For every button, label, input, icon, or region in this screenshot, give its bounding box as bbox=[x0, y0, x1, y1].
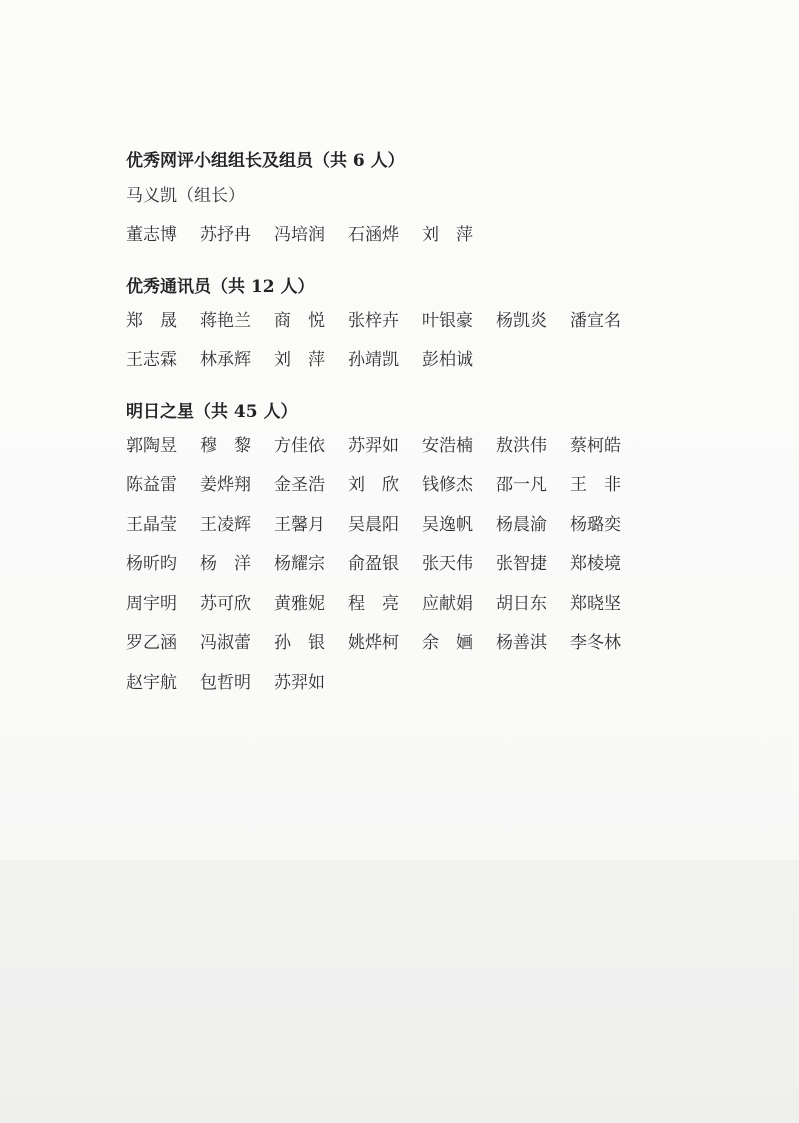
person-name: 俞盈银 bbox=[348, 554, 399, 574]
person-name: 潘宣名 bbox=[570, 310, 621, 331]
person-name: 刘 萍 bbox=[422, 225, 473, 245]
person-name: 敖洪伟 bbox=[496, 435, 547, 456]
person-name: 包哲明 bbox=[200, 672, 251, 693]
person-name: 冯培润 bbox=[274, 225, 325, 245]
person-name: 刘 欣 bbox=[348, 475, 399, 495]
person-name: 苏可欣 bbox=[200, 593, 251, 614]
person-name: 吴逸帆 bbox=[422, 514, 473, 535]
person-name: 金圣浩 bbox=[274, 475, 325, 495]
person-name: 钱修杰 bbox=[422, 475, 473, 495]
name-list bbox=[126, 427, 646, 704]
person-name: 石涵烨 bbox=[348, 225, 399, 245]
person-name: 杨晨渝 bbox=[496, 514, 547, 535]
section-title: 明日之星（共 45 人） bbox=[126, 401, 298, 422]
person-name: 余 婳 bbox=[422, 633, 473, 653]
person-name: 姚烨柯 bbox=[348, 633, 399, 653]
person-name: 彭柏诚 bbox=[422, 350, 473, 370]
person-name: 冯淑蕾 bbox=[200, 633, 251, 653]
award-list bbox=[126, 146, 686, 703]
person-name: 王晶莹 bbox=[126, 514, 177, 535]
person-name: 郑晓坚 bbox=[570, 593, 621, 614]
person-name: 孙 银 bbox=[274, 633, 325, 653]
section-title: 优秀网评小组组长及组员（共 6 人） bbox=[126, 151, 405, 171]
person-name: 杨 洋 bbox=[200, 554, 251, 574]
person-name: 郑 晟 bbox=[126, 310, 177, 331]
person-name: 杨耀宗 bbox=[274, 554, 325, 574]
person-name: 罗乙涵 bbox=[126, 633, 177, 653]
person-name: 王馨月 bbox=[274, 514, 325, 535]
name-list bbox=[126, 302, 646, 381]
section-title: 优秀通讯员（共 12 人） bbox=[126, 276, 315, 297]
person-name: 胡日东 bbox=[496, 593, 547, 614]
person-name: 郭陶昱 bbox=[126, 435, 177, 456]
person-name: 王凌辉 bbox=[200, 514, 251, 535]
person-name: 王 非 bbox=[570, 475, 621, 495]
person-name: 叶银豪 bbox=[422, 310, 473, 331]
person-name: 吴晨阳 bbox=[348, 514, 399, 535]
person-name: 林承辉 bbox=[200, 350, 251, 370]
person-name: 陈益雷 bbox=[126, 475, 177, 495]
person-name: 邵一凡 bbox=[496, 475, 547, 495]
person-name: 苏羿如 bbox=[348, 435, 399, 456]
person-name: 赵宇航 bbox=[126, 672, 177, 693]
person-name: 蔡柯皓 bbox=[570, 435, 621, 456]
person-name: 蒋艳兰 bbox=[200, 310, 251, 331]
person-name: 张梓卉 bbox=[348, 310, 399, 331]
section-online-review-team bbox=[126, 146, 686, 256]
person-name: 程 亮 bbox=[348, 593, 399, 614]
person-name: 穆 黎 bbox=[200, 435, 251, 456]
section-stars-of-tomorrow bbox=[126, 397, 686, 704]
team-leader: 马义凯（组长） bbox=[126, 186, 245, 206]
person-name: 商 悦 bbox=[274, 310, 325, 331]
person-name: 郑棱境 bbox=[570, 554, 621, 574]
person-name: 苏抒冉 bbox=[200, 225, 251, 245]
person-name: 方佳依 bbox=[274, 435, 325, 456]
person-name: 李冬林 bbox=[570, 633, 621, 653]
person-name: 苏羿如 bbox=[274, 672, 325, 693]
person-name: 董志博 bbox=[126, 225, 177, 245]
person-name: 应献娟 bbox=[422, 593, 473, 614]
person-name: 杨昕昀 bbox=[126, 554, 177, 574]
person-name: 黄雅妮 bbox=[274, 593, 325, 614]
person-name: 姜烨翔 bbox=[200, 475, 251, 495]
person-name: 周宇明 bbox=[126, 593, 177, 614]
person-name: 杨璐奕 bbox=[570, 514, 621, 535]
person-name: 安浩楠 bbox=[422, 435, 473, 456]
person-name: 杨善淇 bbox=[496, 633, 547, 653]
person-name: 王志霖 bbox=[126, 350, 177, 370]
person-name: 杨凯炎 bbox=[496, 310, 547, 331]
person-name: 张智捷 bbox=[496, 554, 547, 574]
scan-shadow bbox=[0, 860, 799, 1123]
person-name: 张天伟 bbox=[422, 554, 473, 574]
person-name: 刘 萍 bbox=[274, 350, 325, 370]
person-name: 孙靖凯 bbox=[348, 350, 399, 370]
name-list bbox=[126, 216, 646, 256]
section-correspondents bbox=[126, 272, 686, 381]
